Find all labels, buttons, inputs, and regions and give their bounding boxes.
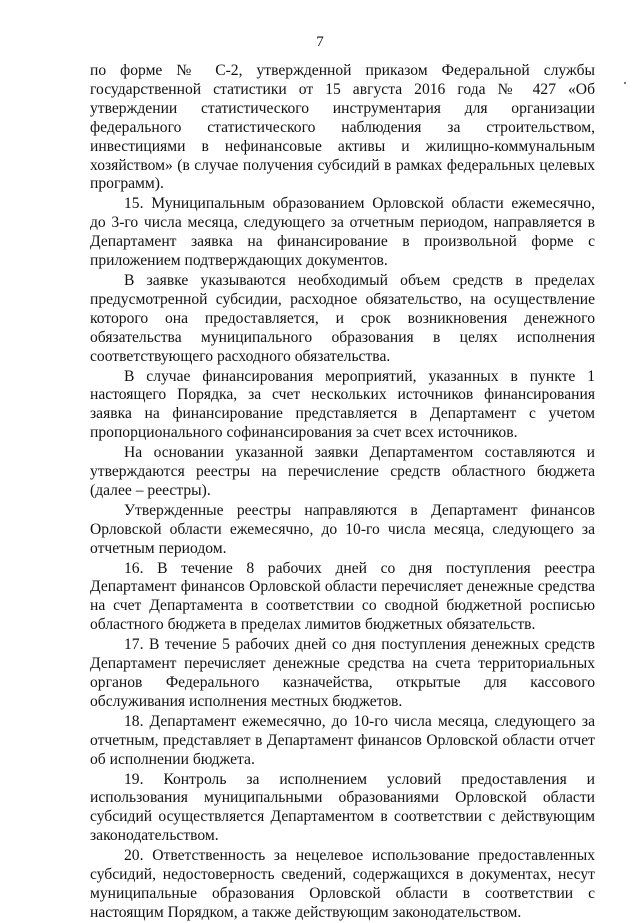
paragraph-item-15: 15. Муниципальным образованием Орловской области ежемесячно, до 3-го числа месяца, следующего за отчетным периодом, направляется в Департамент заявка на финансирование в произвольной форме с приложением подтверждающих документов.	[90, 195, 595, 270]
paragraph-item-19: 19. Контроль за исполнением условий предоставления и использования муниципальными образованиями Орловской области субсидий осуществляется Департаментом в соответствии с действующим законодательством.	[90, 770, 595, 845]
paragraph-application-content: В заявке указываются необходимый объем средств в пределах предусмотренной субсидии, расходное обязательство, на осуществление которого она предоставляется, и срок возникновения денежного обязательства муниципального образования в целях исполнения соответствующего расходного обязательства.	[90, 271, 595, 365]
paragraph-continuation: по форме № С-2, утвержденной приказом Федеральной службы государственной статистики от 15 августа 2016 года № 427 «Об утверждении статистического инструментария для организации федерального статистического наблюдения за строительством, инвестициями в нефинансовые активы и жилищно-коммунальным хозяйством» (в случае получения субсидий в рамках федеральных целевых программ).	[90, 62, 595, 193]
paragraph-item-20: 20. Ответственность за нецелевое использование предоставленных субсидий, недостоверность сведений, содержащихся в документах, несут муниципальные образования Орловской области в соответствии с настоящим Порядком, а также действующим законодательством.	[90, 847, 595, 921]
scan-margin-mark	[624, 82, 626, 84]
document-body	[90, 62, 595, 923]
paragraph-multiple-sources: В случае финансирования мероприятий, указанных в пункте 1 настоящего Порядка, за счет нескольких источников финансирования заявка на финансирование представляется в Департамент с учетом пропорционального софинансирования за счет всех источников.	[90, 367, 595, 442]
page-number: 7	[316, 34, 324, 50]
paragraph-item-17: 17. В течение 5 рабочих дней со дня поступления денежных средств Департамент перечисляет денежные средства на счета территориальных органов Федерального казначейства, открытые для кассового обслуживания исполнения местных бюджетов.	[90, 636, 595, 710]
paragraph-item-16: 16. В течение 8 рабочих дней со дня поступления реестра Департамент финансов Орловской области перечисляет денежные средства на счет Департамента в соответствии со сводной бюджетной росписью областного бюджета в пределах лимитов бюджетных обязательств.	[90, 559, 595, 634]
paragraph-approved-registers: Утвержденные реестры направляются в Департамент финансов Орловской области ежемесячно, до 10-го числа месяца, следующего за отчетным периодом.	[90, 501, 595, 557]
paragraph-registers: На основании указанной заявки Департаментом составляются и утверждаются реестры на перечисление средств областного бюджета (далее – реестры).	[90, 444, 595, 499]
paragraph-item-18: 18. Департамент ежемесячно, до 10-го числа месяца, следующего за отчетным, представляет в Департамент финансов Орловской области отчет об исполнении бюджета.	[90, 712, 595, 768]
